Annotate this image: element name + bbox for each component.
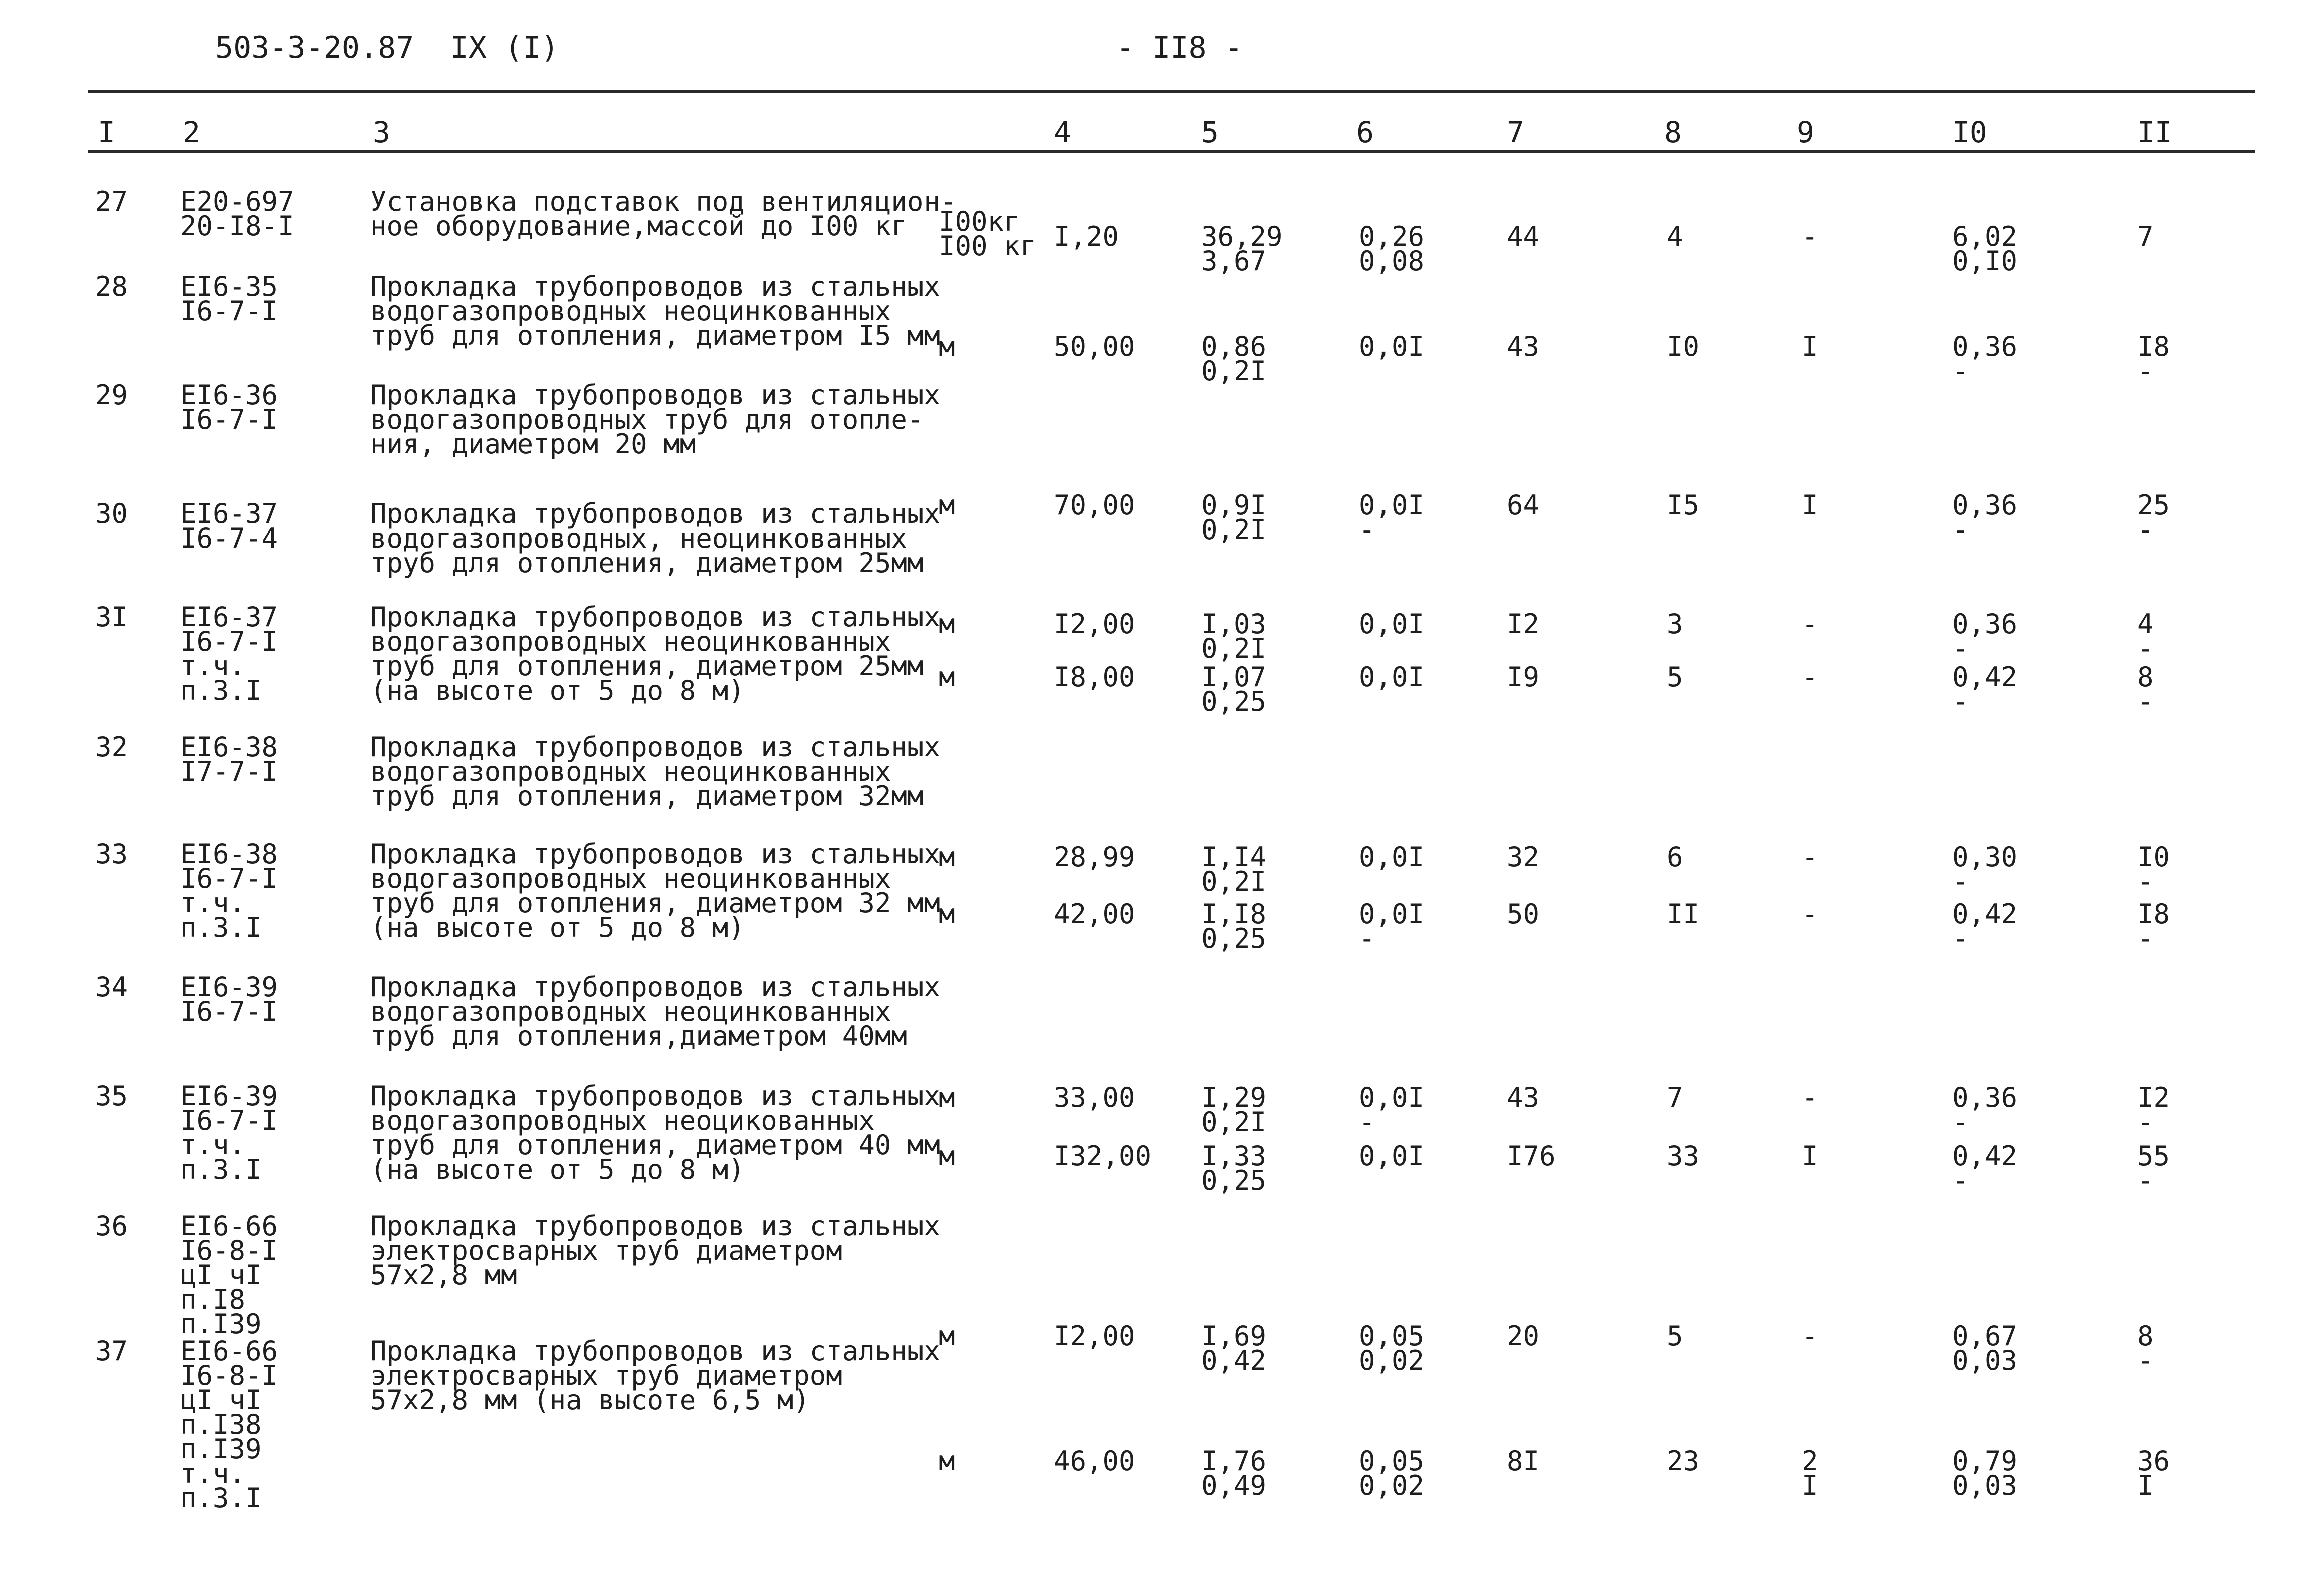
column-6-value: 0,0I -: [1359, 1082, 1425, 1138]
column-8-value: II: [1667, 898, 1700, 930]
norm-code: EI6-39 I6-7-I: [180, 971, 278, 1027]
work-description: Прокладка трубопроводов из стальных водогазопроводных неоцинкованных труб для отопления, диаметром 32 мм (на высоте от 5 до 8 м): [370, 838, 940, 943]
column-number: 7: [1507, 115, 1524, 149]
column-11-value: I0 -: [2137, 841, 2170, 897]
row-number: 29: [95, 379, 128, 411]
quantity: 28,99: [1054, 841, 1135, 873]
column-9-value: -: [1802, 841, 1818, 873]
work-description: Прокладка трубопроводов из стальных водогазопроводных, неоцинкованных труб для отопления, диаметром 25мм: [370, 498, 940, 579]
norm-code: EI6-38 I7-7-I: [180, 731, 278, 787]
column-5-value: 0,86 0,2I: [1201, 331, 1267, 387]
norm-code: EI6-35 I6-7-I: [180, 271, 278, 327]
column-7-value: 43: [1507, 331, 1540, 362]
row-number: 32: [95, 731, 128, 763]
column-5-value: I,I4 0,2I: [1201, 841, 1267, 897]
column-5-value: I,69 0,42: [1201, 1320, 1267, 1376]
column-5-value: 0,9I 0,2I: [1201, 489, 1267, 546]
column-8-value: I0: [1667, 331, 1700, 362]
document-code: 503-3-20.87 IX (I): [215, 30, 559, 65]
column-11-value: 4 -: [2137, 608, 2154, 664]
column-6-value: 0,0I: [1359, 1140, 1425, 1172]
column-number: II: [2137, 115, 2172, 149]
column-8-value: 3: [1667, 608, 1683, 640]
row-number: 30: [95, 498, 128, 529]
column-8-value: 5: [1667, 1320, 1683, 1352]
quantity: I2,00: [1054, 608, 1135, 640]
column-9-value: -: [1802, 608, 1818, 640]
column-number: 3: [373, 115, 390, 149]
column-7-value: 50: [1507, 898, 1540, 930]
quantity: I32,00: [1054, 1140, 1152, 1172]
column-5-value: I,I8 0,25: [1201, 898, 1267, 954]
unit-of-measure: м: [939, 661, 955, 693]
column-7-value: I2: [1507, 608, 1540, 640]
column-10-value: 0,67 0,03: [1952, 1320, 2018, 1376]
work-description: Прокладка трубопроводов из стальных водогазопроводных труб для отопле- ния, диаметром 20 мм: [370, 379, 940, 460]
column-9-value: -: [1802, 1320, 1818, 1352]
column-10-value: 0,42 -: [1952, 661, 2018, 717]
row-number: 37: [95, 1335, 128, 1367]
column-number: I: [98, 115, 115, 149]
column-9-value: -: [1802, 661, 1818, 693]
column-number: 5: [1201, 115, 1219, 149]
column-9-value: I: [1802, 331, 1818, 362]
column-9-value: I: [1802, 489, 1818, 521]
column-7-value: I76: [1507, 1140, 1556, 1172]
column-6-value: 0,05 0,02: [1359, 1445, 1425, 1501]
table-top-rule: [88, 90, 2255, 93]
page-number: - II8 -: [1116, 30, 1243, 65]
column-11-value: 8 -: [2137, 1320, 2154, 1376]
work-description: Прокладка трубопроводов из стальных водогазопроводных неоцинкованных труб для отопления, диаметром I5 мм: [370, 271, 940, 351]
column-10-value: 0,36 -: [1952, 331, 2018, 387]
column-5-value: 36,29 3,67: [1201, 221, 1283, 277]
row-number: 34: [95, 971, 128, 1003]
column-8-value: 23: [1667, 1445, 1700, 1477]
row-number: 28: [95, 271, 128, 302]
column-6-value: 0,0I: [1359, 841, 1425, 873]
quantity: I8,00: [1054, 661, 1135, 693]
column-6-value: 0,0I: [1359, 608, 1425, 640]
column-9-value: I: [1802, 1140, 1818, 1172]
column-9-value: 2 I: [1802, 1445, 1818, 1501]
unit-of-measure: м: [939, 1082, 955, 1113]
column-5-value: I,07 0,25: [1201, 661, 1267, 717]
column-number: 6: [1356, 115, 1374, 149]
unit-of-measure: м: [939, 898, 955, 930]
column-9-value: -: [1802, 898, 1818, 930]
quantity: 33,00: [1054, 1082, 1135, 1113]
column-7-value: 43: [1507, 1082, 1540, 1113]
row-number: 35: [95, 1080, 128, 1112]
norm-code: EI6-37 I6-7-I т.ч. п.3.I: [180, 601, 278, 706]
quantity: 42,00: [1054, 898, 1135, 930]
work-description: Прокладка трубопроводов из стальных водогазопроводных неоцинкованных труб для отопления,диаметром 40мм: [370, 971, 940, 1052]
column-11-value: I8 -: [2137, 898, 2170, 954]
norm-code: EI6-37 I6-7-4: [180, 498, 278, 554]
column-number: 2: [183, 115, 200, 149]
column-11-value: 8 -: [2137, 661, 2154, 717]
column-5-value: I,33 0,25: [1201, 1140, 1267, 1196]
row-number: 36: [95, 1210, 128, 1242]
quantity: I,20: [1054, 221, 1119, 252]
row-number: 33: [95, 838, 128, 870]
column-9-value: -: [1802, 1082, 1818, 1113]
column-5-value: I,29 0,2I: [1201, 1082, 1267, 1138]
column-5-value: I,03 0,2I: [1201, 608, 1267, 664]
column-7-value: 64: [1507, 489, 1540, 521]
column-number: 4: [1054, 115, 1071, 149]
column-5-value: I,76 0,49: [1201, 1445, 1267, 1501]
column-8-value: 5: [1667, 661, 1683, 693]
column-11-value: 7: [2137, 221, 2154, 252]
unit-of-measure: м: [939, 1320, 955, 1352]
column-11-value: 36 I: [2137, 1445, 2170, 1501]
unit-of-measure: м: [939, 841, 955, 873]
unit-of-measure: м: [939, 1140, 955, 1172]
work-description: Прокладка трубопроводов из стальных водогазопроводных неоцинкованных труб для отопления, диаметром 25мм (на высоте от 5 до 8 м): [370, 601, 940, 706]
column-6-value: 0,0I: [1359, 331, 1425, 362]
unit-of-measure: м: [939, 608, 955, 640]
work-description: Прокладка трубопроводов из стальных водогазопроводных неоцинкованных труб для отопления, диаметром 32мм: [370, 731, 940, 812]
norm-code: E20-697 20-I8-I: [180, 186, 294, 242]
column-10-value: 0,36 -: [1952, 489, 2018, 546]
column-7-value: 44: [1507, 221, 1540, 252]
unit-of-measure: м: [939, 331, 955, 362]
norm-code: EI6-39 I6-7-I т.ч. п.3.I: [180, 1080, 278, 1185]
column-6-value: 0,0I: [1359, 661, 1425, 693]
column-8-value: 6: [1667, 841, 1683, 873]
column-10-value: 0,30 -: [1952, 841, 2018, 897]
table-header-rule: [88, 150, 2255, 153]
column-10-value: 0,42 -: [1952, 1140, 2018, 1196]
work-description: Прокладка трубопроводов из стальных электросварных труб диаметром 57х2,8 мм: [370, 1210, 940, 1291]
column-7-value: I9: [1507, 661, 1540, 693]
column-10-value: 0,42 -: [1952, 898, 2018, 954]
column-10-value: 0,79 0,03: [1952, 1445, 2018, 1501]
column-number: I0: [1952, 115, 1987, 149]
column-10-value: 0,36 -: [1952, 1082, 2018, 1138]
unit-of-measure: I00кг I00 кг: [939, 206, 1037, 262]
column-9-value: -: [1802, 221, 1818, 252]
column-11-value: 55 -: [2137, 1140, 2170, 1196]
column-10-value: 0,36 -: [1952, 608, 2018, 664]
column-8-value: 33: [1667, 1140, 1700, 1172]
quantity: 70,00: [1054, 489, 1135, 521]
work-description: Прокладка трубопроводов из стальных электросварных труб диаметром 57х2,8 мм (на высоте 6,5 м): [370, 1335, 940, 1416]
column-7-value: 20: [1507, 1320, 1540, 1352]
column-8-value: I5: [1667, 489, 1700, 521]
unit-of-measure: м: [939, 489, 955, 521]
column-6-value: 0,26 0,08: [1359, 221, 1425, 277]
row-number: 3I: [95, 601, 128, 633]
norm-code: EI6-38 I6-7-I т.ч. п.3.I: [180, 838, 278, 943]
column-8-value: 4: [1667, 221, 1683, 252]
column-10-value: 6,02 0,I0: [1952, 221, 2018, 277]
row-number: 27: [95, 186, 128, 217]
column-number: 8: [1664, 115, 1682, 149]
column-number: 9: [1797, 115, 1814, 149]
column-11-value: 25 -: [2137, 489, 2170, 546]
column-6-value: 0,05 0,02: [1359, 1320, 1425, 1376]
column-11-value: I8 -: [2137, 331, 2170, 387]
quantity: 50,00: [1054, 331, 1135, 362]
work-description: Прокладка трубопроводов из стальных водогазопроводных неоцикованных труб для отопления, диаметром 40 мм (на высоте от 5 до 8 м): [370, 1080, 940, 1185]
unit-of-measure: м: [939, 1445, 955, 1477]
quantity: 46,00: [1054, 1445, 1135, 1477]
column-7-value: 32: [1507, 841, 1540, 873]
column-7-value: 8I: [1507, 1445, 1540, 1477]
work-description: Установка подставок под вентиляцион- ное оборудование,массой до I00 кг: [370, 186, 957, 242]
norm-code: EI6-36 I6-7-I: [180, 379, 278, 435]
column-11-value: I2 -: [2137, 1082, 2170, 1138]
column-8-value: 7: [1667, 1082, 1683, 1113]
column-6-value: 0,0I -: [1359, 898, 1425, 954]
norm-code: EI6-66 I6-8-I цI чI п.I38 п.I39 т.ч. п.3.I: [180, 1335, 278, 1514]
column-6-value: 0,0I -: [1359, 489, 1425, 546]
quantity: I2,00: [1054, 1320, 1135, 1352]
norm-code: EI6-66 I6-8-I цI чI п.I8 п.I39: [180, 1210, 278, 1340]
